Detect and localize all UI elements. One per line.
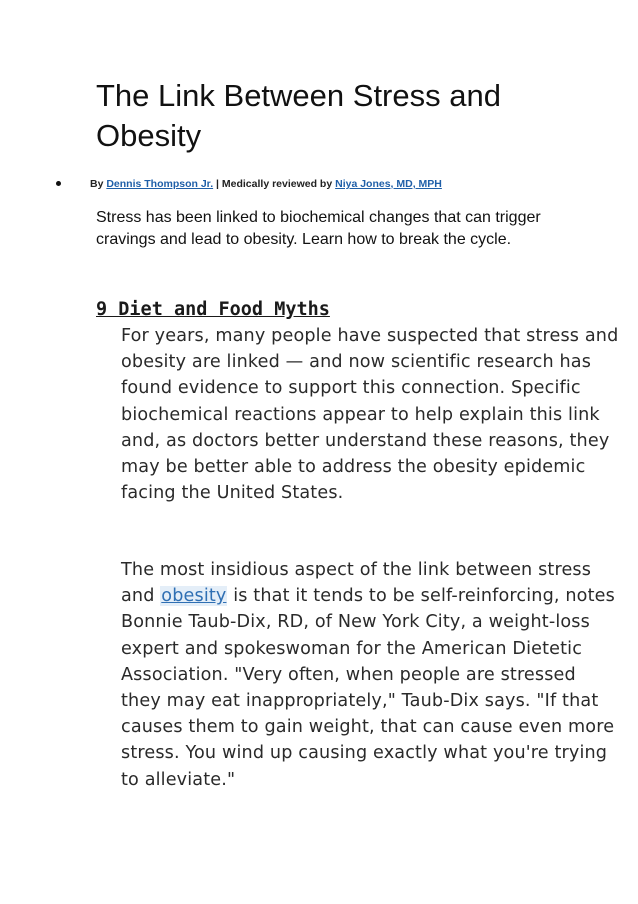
- obesity-link[interactable]: obesity: [161, 586, 227, 607]
- article-summary: Stress has been linked to biochemical changes that can trigger cravings and lead to obesity. Learn how to break the cycle.: [96, 209, 541, 248]
- section-heading-link[interactable]: 9 Diet and Food Myths: [96, 299, 330, 320]
- paragraph-2-text-before-link: The most insidious aspect of the link between stress and: [121, 560, 592, 607]
- bullet-icon: [56, 181, 61, 186]
- article-title: The Link Between Stress and Obesity: [96, 78, 501, 153]
- author-link[interactable]: Dennis Thompson Jr.: [106, 178, 214, 190]
- byline: [56, 177, 616, 191]
- paragraph-2-text-after-link: is that it tends to be self-reinforcing, notes Bonnie Taub-Dix, RD, of New York City, a weight-loss expert and spokeswoman for the American Dietetic Association. "Very often, when people are stressed they may eat inappropriately," Taub-Dix says. "If that causes them to gain weight, that can cause even more stress. You wind up causing exactly what you're trying to alleviate.": [121, 586, 615, 790]
- byline-by-label: By: [90, 178, 107, 190]
- body-paragraph-1: For years, many people have suspected that stress and obesity are linked — and now scientific research has found evidence to support this connection. Specific biochemical reactions appear to help explain this link and, as doctors better understand these reasons, they may be better able to address the obesity epidemic facing the United States.: [121, 326, 619, 504]
- byline-separator: | Medically reviewed by: [213, 178, 336, 190]
- reviewer-link[interactable]: Niya Jones, MD, MPH: [335, 178, 442, 190]
- body-paragraph-2: [121, 557, 621, 793]
